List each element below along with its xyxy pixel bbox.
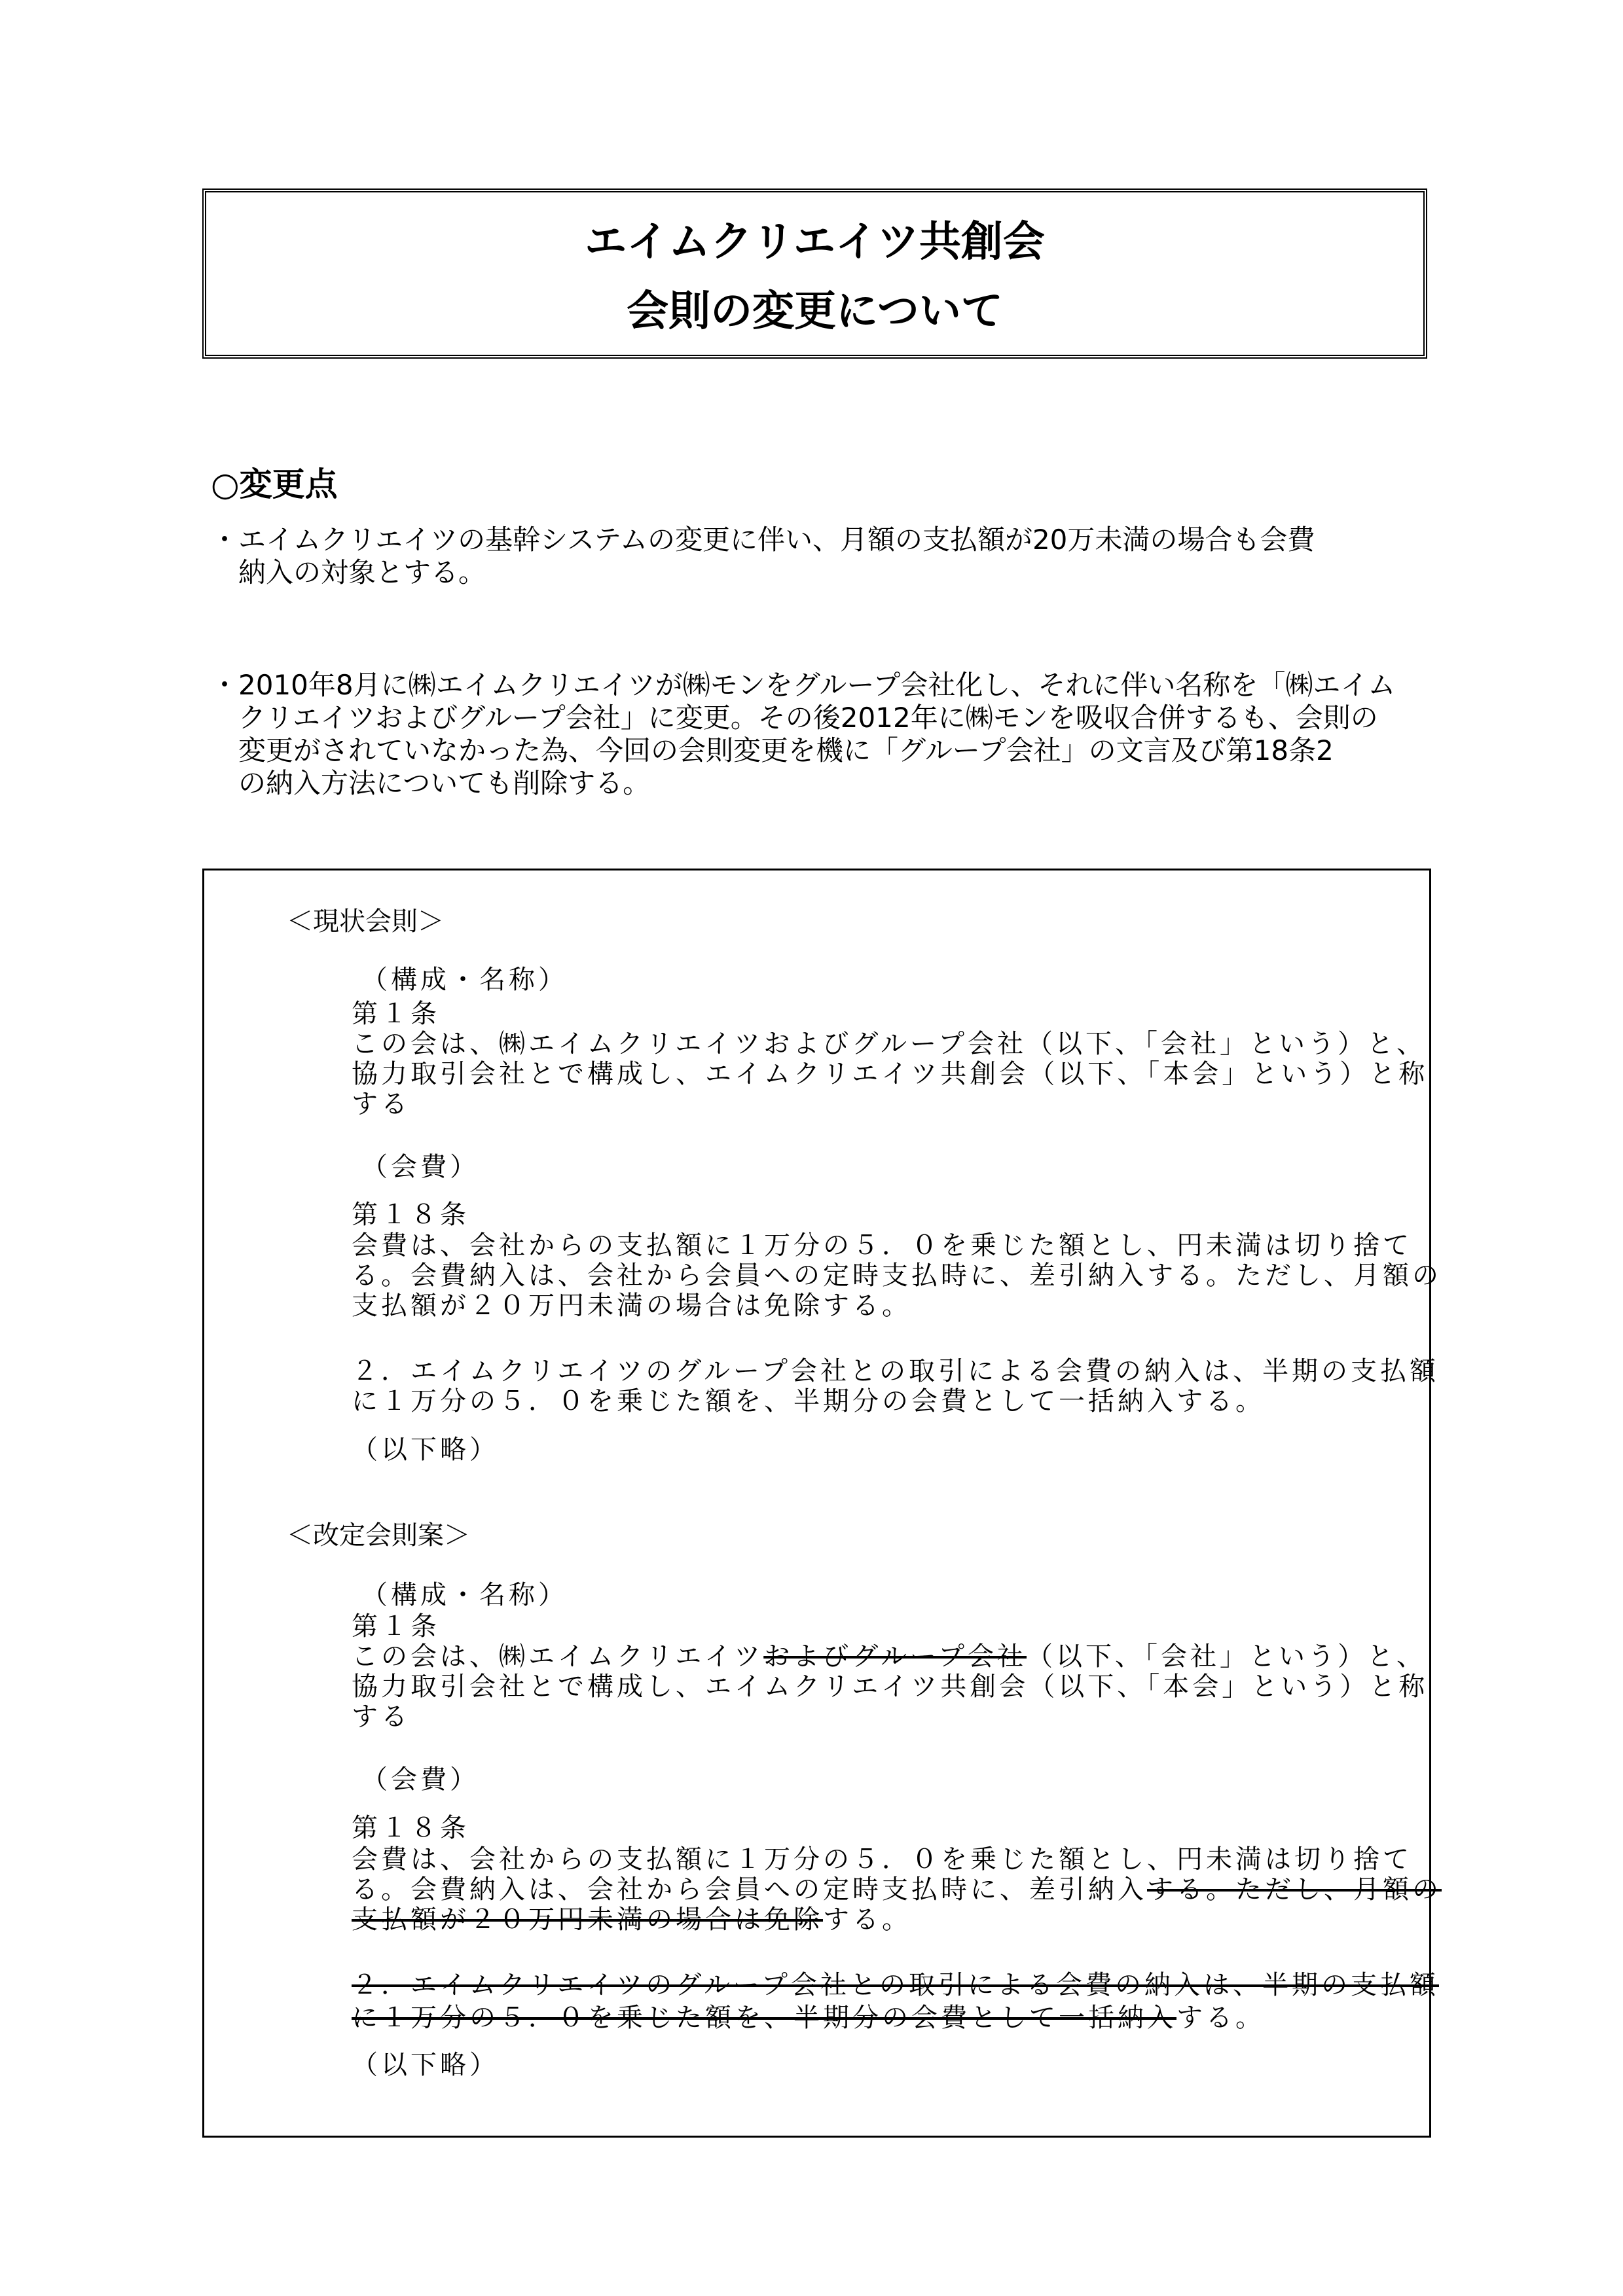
rule-text: する: [352, 1089, 410, 1119]
rule-line: [352, 1435, 499, 1465]
rule-line: [352, 1059, 1428, 1089]
title-line-1: エイムクリエイツ共創会: [585, 218, 1045, 266]
rules-comparison-box: [202, 869, 1442, 2138]
rule-line: [352, 1200, 469, 1230]
rule-line: [352, 2050, 499, 2080]
rule-line: [352, 1970, 1439, 2000]
rule-text: （以下略）: [352, 2050, 499, 2080]
title-line-2: 会則の変更について: [627, 287, 1003, 336]
rule-text: （会費）: [361, 1152, 479, 1182]
rule-line: [352, 2003, 1265, 2033]
rule-text: この会は、㈱エイムクリエイツおよびグループ会社（以下、「会社」という）と、: [352, 1029, 1426, 1059]
rule-text: 会費は、会社からの支払額に１万分の５．０を乗じた額とし、円未満は切り捨て: [352, 1844, 1412, 1874]
rule-line: [352, 1261, 1442, 1291]
rule-line: [352, 1844, 1412, 1874]
rule-text: 会費は、会社からの支払額に１万分の５．０を乗じた額とし、円未満は切り捨て: [352, 1230, 1412, 1261]
rule-line: [352, 1386, 1265, 1416]
current-rules-heading: ＜現状会則＞: [287, 906, 444, 937]
bullet-line: ・エイムクリエイツの基幹システムの変更に伴い、月額の支払額が20万未満の場合も会費: [211, 524, 1315, 556]
rule-line: [352, 1874, 1442, 1905]
bullet-line: 納入の対象とする。: [211, 556, 486, 588]
rule-text: 協力取引会社とで構成し、エイムクリエイツ共創会（以下、「本会」という）と称: [352, 1672, 1429, 1702]
rule-text: る。会費納入は、会社から会員への定時支払時に、差引納入: [352, 1874, 1147, 1905]
rule-text: 第１８条: [352, 1200, 469, 1230]
bullet-line: の納入方法についても削除する。: [211, 767, 651, 799]
bullet-line: 変更がされていなかった為、今回の会則変更を機に「グループ会社」の文言及び第18条2: [211, 734, 1334, 766]
title-box: [202, 188, 1427, 359]
rule-line: [352, 1813, 469, 1843]
rule-text: （以下、「会社」という）と、: [1027, 1641, 1427, 1672]
rule-text: 協力取引会社とで構成し、エイムクリエイツ共創会（以下、「本会」という）と称: [352, 1059, 1429, 1089]
rule-line: [352, 1672, 1428, 1702]
rule-text: この会は、㈱エイムクリエイツ: [352, 1641, 764, 1672]
rule-line: [361, 965, 568, 995]
rule-line: [352, 999, 440, 1029]
rule-text: に１万分の５．０を乗じた額を、半期分の会費として一括納入する。: [352, 1386, 1265, 1416]
rule-text: 第１条: [352, 1611, 440, 1641]
deleted-text: する。ただし、月額の: [1147, 1874, 1442, 1905]
rule-text: （会費）: [361, 1765, 479, 1795]
rule-line: [352, 1702, 410, 1732]
rule-line: [352, 1230, 1412, 1261]
rule-line: [352, 1611, 440, 1641]
rule-line: [352, 1356, 1439, 1386]
revised-rules-heading: ＜改定会則案＞: [287, 1520, 470, 1551]
deleted-text: ２．エイムクリエイツのグループ会社との取引による会費の納入は、半期の支払額: [352, 1970, 1439, 2000]
rule-text: （構成・名称）: [361, 965, 568, 995]
rule-line: [352, 1905, 911, 1935]
rule-text: （構成・名称）: [361, 1580, 568, 1610]
rule-line: [352, 1029, 1426, 1059]
changes-heading: ○変更点: [211, 465, 338, 503]
rule-line: [352, 1641, 1426, 1672]
deleted-text: 支払額が２０万円未満の場合は免除: [352, 1905, 823, 1935]
rule-text: する。: [823, 1905, 911, 1935]
rule-text: する: [352, 1702, 410, 1732]
rule-text: （以下略）: [352, 1435, 499, 1465]
rule-text: 第１８条: [352, 1813, 469, 1843]
deleted-text: およびグループ会社: [763, 1641, 1027, 1672]
rule-line: [361, 1580, 568, 1610]
bullet-line: クリエイツおよびグループ会社」に変更。その後2012年に㈱モンを吸収合併するも、会則の: [211, 702, 1378, 734]
rule-line: [361, 1152, 479, 1182]
rule-text: 第１条: [352, 999, 440, 1029]
rule-text: する。: [1176, 2003, 1265, 2033]
rule-line: [361, 1765, 479, 1795]
rule-text: ２．エイムクリエイツのグループ会社との取引による会費の納入は、半期の支払額: [352, 1356, 1439, 1386]
rule-text: 支払額が２０万円未満の場合は免除する。: [352, 1291, 911, 1321]
deleted-text: に１万分の５．０を乗じた額を、半期分の会費として一括納入: [352, 2003, 1176, 2033]
rule-line: [352, 1291, 911, 1321]
rule-line: [352, 1089, 410, 1119]
rule-text: る。会費納入は、会社から会員への定時支払時に、差引納入する。ただし、月額の: [352, 1261, 1442, 1291]
bullet-line: ・2010年8月に㈱エイムクリエイツが㈱モンをグループ会社化し、それに伴い名称を「㈱エイム: [211, 669, 1396, 701]
